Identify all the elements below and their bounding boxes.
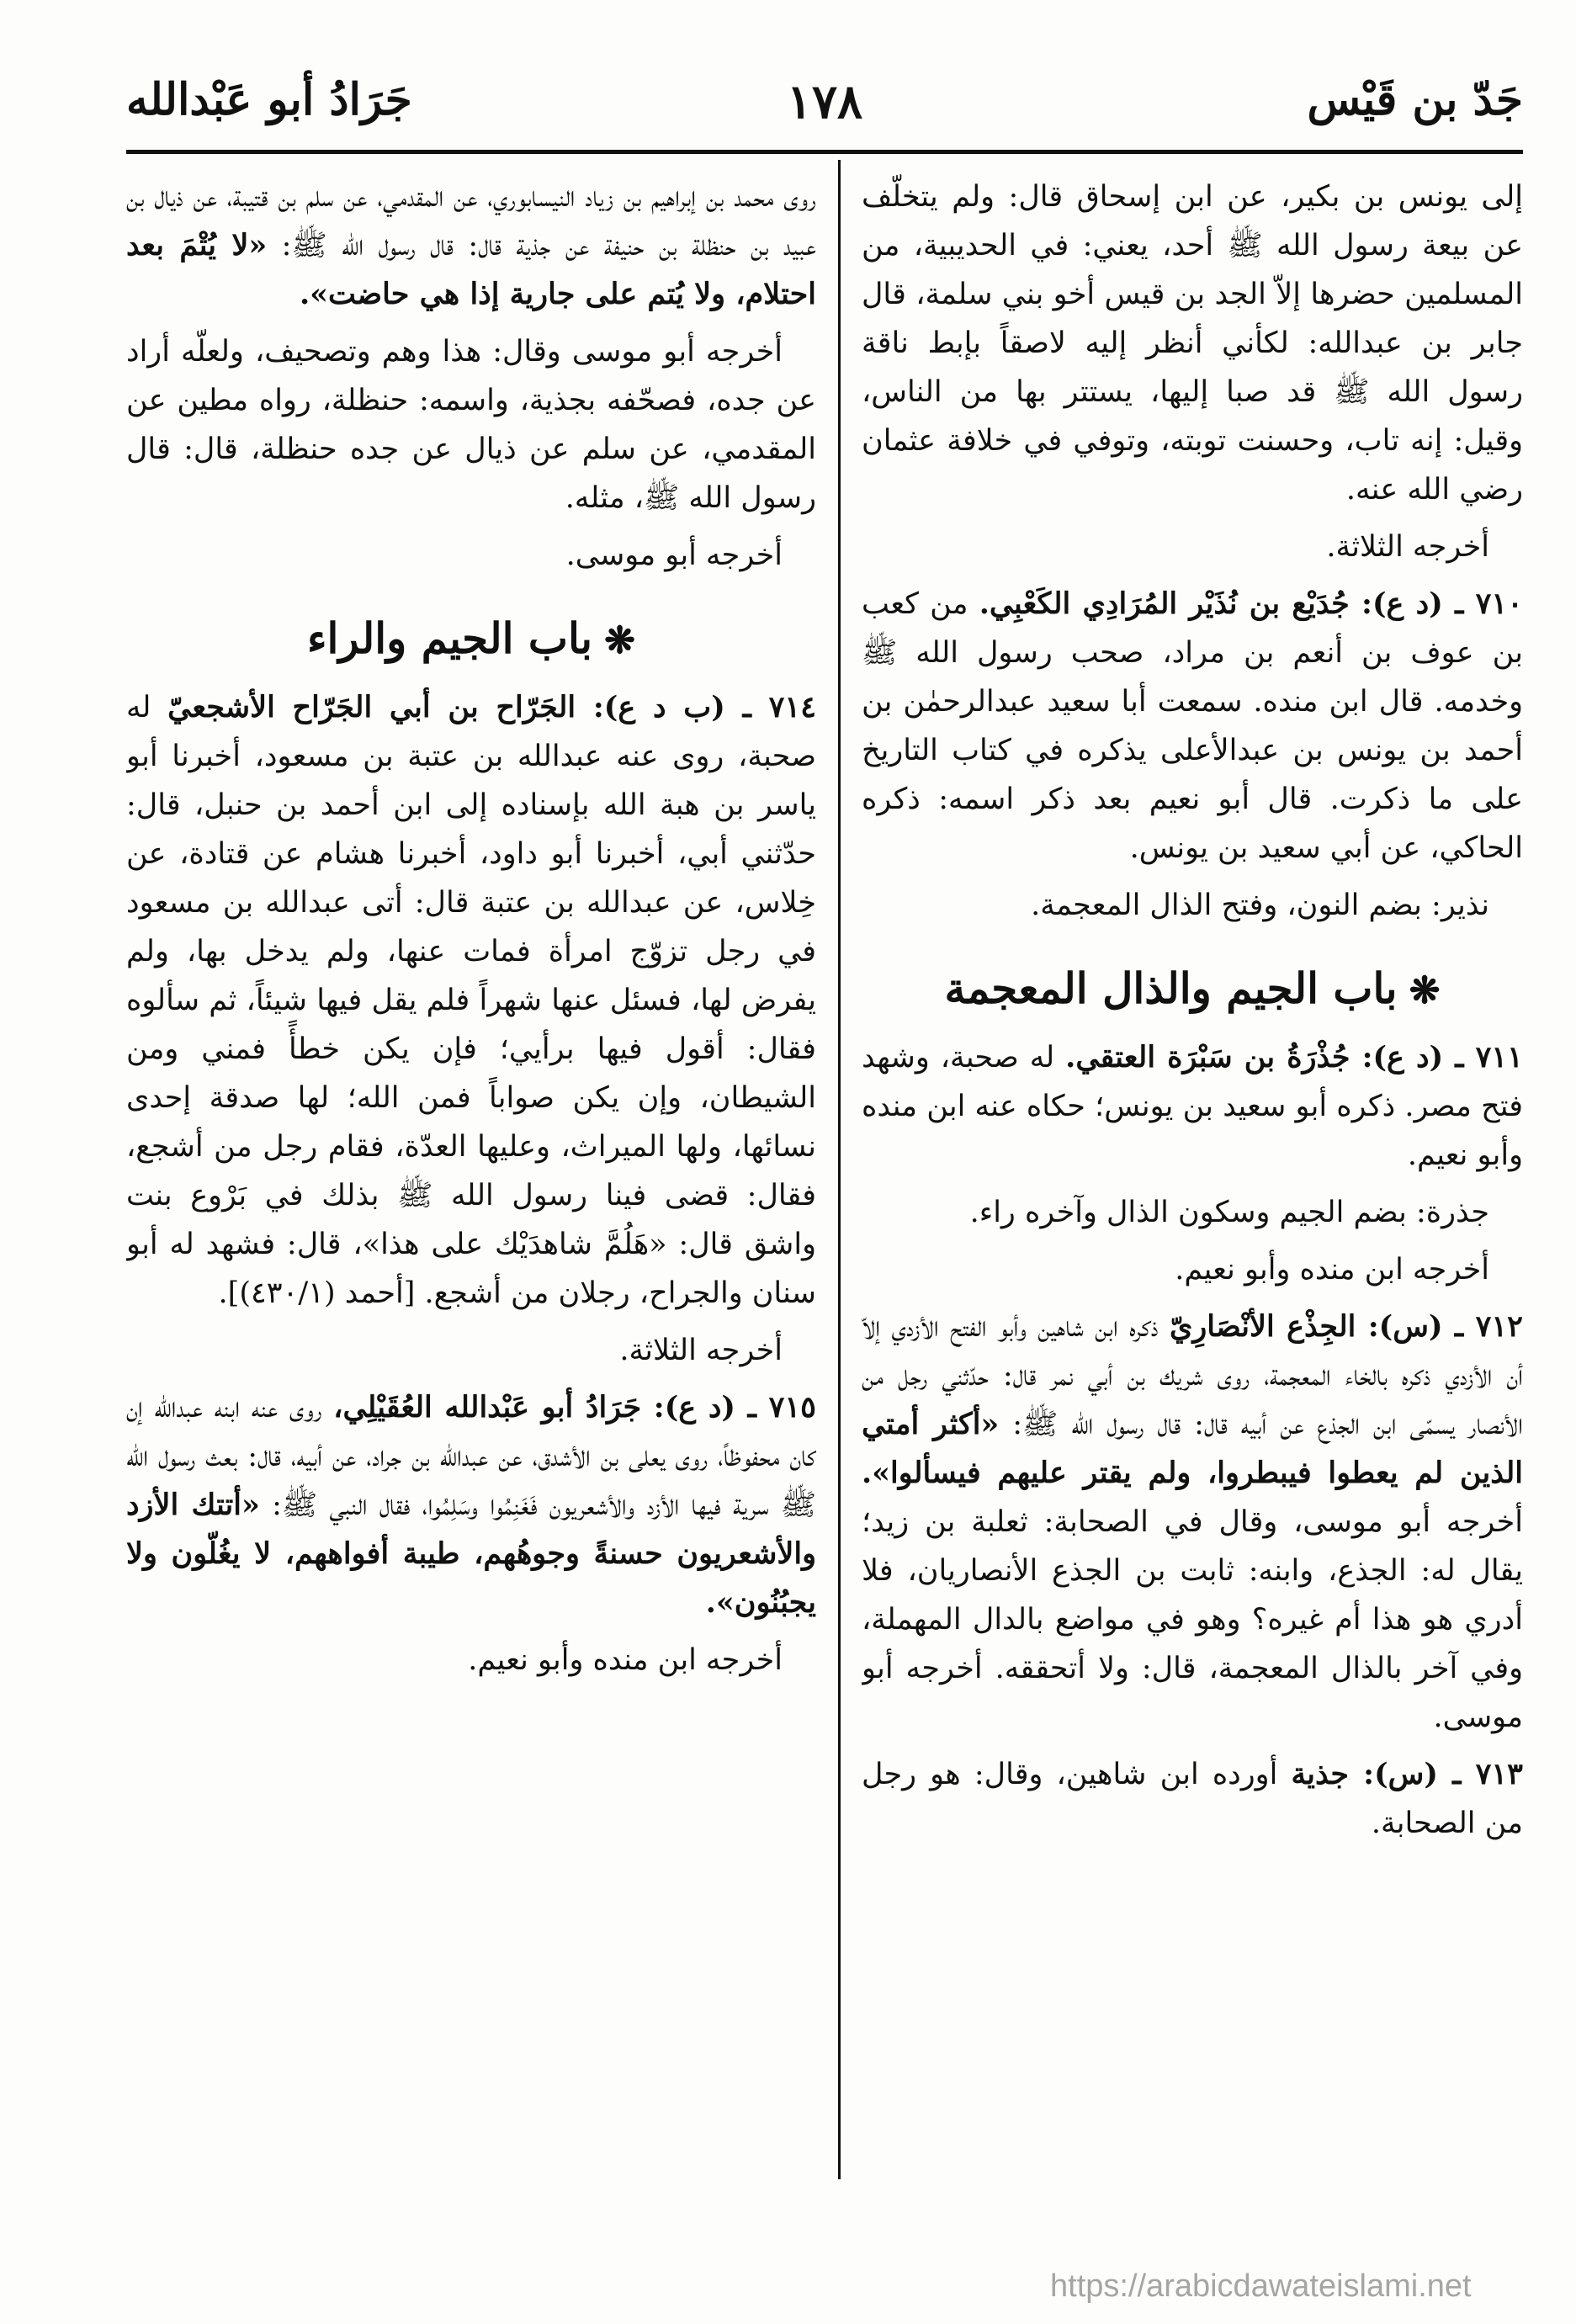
- hadith-text: «أتتك الأزد والأشعريون حسنةً وجوهُهم، طيبة أفواههم، لا يغُلّون ولا يجبُنُون».: [126, 1488, 816, 1620]
- paragraph: أخرجه الثلاثة.: [619, 1334, 783, 1367]
- entry-heading: ٧١١ ـ (د ع): جُذْرَةُ بن سَبْرَة العتقي.: [1065, 1040, 1523, 1074]
- paragraph: أخرجه الثلاثة.: [1326, 530, 1489, 564]
- paragraph: أخرجه ابن منده وأبو نعيم.: [1175, 1253, 1489, 1287]
- hadith-text: «لا يُتْمَ بعد احتلام، ولا يُتم على جارية إذا هي حاضت».: [126, 228, 816, 311]
- entry-body: أورده ابن شاهين، وقال: هو رجل من الصحابة.: [862, 1758, 1523, 1840]
- entry-712: [862, 1303, 1523, 1742]
- paragraph: جذرة: بضم الجيم وسكون الذال وآخره راء.: [969, 1196, 1489, 1229]
- entry-body: أخرجه أبو موسى، وقال في الصحابة: ثعلبة بن زيد؛ يقال له: الجذع، وابنه: ثابت بن الجذع الأنصاريان، فلا أدري هو هذا أم غيره؟ وهو في مواضع بالدال المهملة، وفي آخر بالذال المعجمة، قال: ولا أتحققه. أخرجه أبو موسى.: [862, 1505, 1523, 1734]
- entry-711: [862, 1033, 1523, 1180]
- entry-body: له صحبة، روى عنه عبدالله بن عتبة بن مسعود، أخبرنا أبو ياسر بن هبة الله بإسناده إلى ابن أحمد بن حنبل، قال: حدّثني أبي، أخبرنا أبو داود، أخبرنا هشام عن قتادة، عن خِلاس، عن عبدالله بن عتبة قال: أتى عبدالله بن مسعود في رجل تزوّج امرأة فمات عنها، ولم يدخل بها، ولم يفرض لها، فسئل عنها شهراً فلم يقل فيها شيئاً، ثم سألوه فقال: أقول فيها برأيي؛ فإن يكن خطأً فمني ومن الشيطان، وإن يكن صواباً فمن الله؛ لها صدقة إحدى نسائها، ولها الميراث، وعليها العدّة، فقام رجل من أشجع، فقال: قضى فينا رسول الله ﷺ بذلك في بَرْوع بنت واشق قال: «هَلُمَّ شاهدَيْك على هذا»، قال: فشهد له أبو سنان والجراح، رجلان من أشجع. [أحمد (٤٣٠/١)].: [126, 691, 816, 1310]
- ornament-icon: ❋: [1409, 969, 1441, 1012]
- paragraph: أخرجه ابن منده وأبو نعيم.: [468, 1643, 783, 1677]
- paragraph: نذير: بضم النون، وفتح الذال المعجمة.: [1031, 889, 1489, 922]
- ornament-icon: ❋: [604, 619, 635, 662]
- watermark-url: https://arabicdawateislami.net: [1050, 2268, 1472, 2304]
- entry-body: من كعب بن عوف بن أنعم بن مراد، صحب رسول الله ﷺ وخدمه. قال ابن منده. سمعت أبا سعيد عبدالرحمٰن بن أحمد بن يونس بن عبدالأعلى يذكره في كتاب التاريخ على ما ذكرت. قال أبو نعيم بعد ذكر اسمه: ذكره الحاكي، عن أبي سعيد بن يونس.: [862, 587, 1523, 865]
- paragraph-text: روى محمد بن إبراهيم بن زياد النيسابوري، عن المقدمي، عن سلم بن قتيبة، عن ذيال بن عبيد بن حنظلة بن حنيفة عن جذية قال: قال رسول الله ﷺ:: [126, 180, 816, 263]
- section-heading: [862, 958, 1523, 1021]
- section-heading-text: باب الجيم والذال المعجمة: [944, 963, 1398, 1013]
- hadith-text: «أكثر أمتي الذين لم يعطوا فيبطروا، ولم يقتر عليهم فيسألوا».: [862, 1407, 1523, 1490]
- header-left-title: جَرَادُ أبو عَبْدالله: [126, 74, 412, 125]
- entry-heading: ٧١٠ ـ (د ع): جُدَيْع بن نُذَيْر المُرَادِي الكَعْبِي.: [979, 586, 1523, 621]
- left-column: [126, 172, 816, 2293]
- paragraph: أخرجه أبو موسى.: [565, 539, 783, 572]
- entry-body: ذكره ابن شاهين وأبو الفتح الأزدي إلاّ أن الأزدي ذكره بالخاء المعجمة، روى شريك بن أبي نمر قال: حدّثني رجل من الأنصار يسمّى ابن الجذع عن أبيه قال: قال رسول الله ﷺ:: [862, 1310, 1523, 1441]
- entry-710: [862, 580, 1523, 873]
- page-number: ١٧٨: [786, 74, 863, 130]
- header-rule: [126, 150, 1523, 154]
- paragraph: إلى يونس بن بكير، عن ابن إسحاق قال: ولم يتخلّف عن بيعة رسول الله ﷺ أحد، يعني: في الحديبية، من المسلمين حضرها إلاّ الجد بن قيس أخو بني سلمة، قال جابر بن عبدالله: لكأني أنظر إليه لاصقاً بإبط ناقة رسول الله ﷺ قد صبا إليها، يستتر بها من الناس، وقيل: إنه تاب، وحسنت توبته، وتوفي في خلافة عثمان رضي الله عنه.: [862, 180, 1523, 507]
- section-heading-text: باب الجيم والراء: [307, 613, 593, 663]
- entry-body: له صحبة، وشهد فتح مصر. ذكره أبو سعيد بن يونس؛ حكاه عنه ابن منده وأبو نعيم.: [862, 1041, 1523, 1172]
- entry-713: [862, 1750, 1523, 1848]
- entry-body: روى عنه ابنه عبدالله إن كان محفوظاً، روى يعلى بن الأشدق، عن عبدالله بن جراد، عن أبيه، قال: بعث رسول الله ﷺ سرية فيها الأزد والأشعريون فَغَنِمُوا وسَلِمُوا، فقال النبي ﷺ:: [126, 1391, 816, 1522]
- paragraph: أخرجه أبو موسى وقال: هذا وهم وتصحيف، ولعلّه أراد عن جده، فصحّفه بجذية، واسمه: حنظلة، رواه مطين عن المقدمي، عن سلم عن ذيال عن جده حنظلة، قال: قال رسول الله ﷺ، مثله.: [126, 335, 816, 515]
- entry-heading: ٧١٢ ـ (س): الجِذْع الأنْصَارِيّ: [1169, 1309, 1523, 1344]
- entry-heading: ٧١٤ ـ (ب د ع): الجَرّاح بن أبي الجَرّاح الأشجعيّ: [167, 690, 816, 724]
- entry-714: [126, 683, 816, 1318]
- paragraph: [126, 172, 816, 319]
- right-column: [862, 172, 1523, 2293]
- entry-heading: ٧١٣ ـ (س): جذية: [1291, 1757, 1523, 1791]
- column-divider: [838, 160, 841, 2179]
- running-header: [126, 74, 1523, 141]
- section-heading: [126, 608, 816, 671]
- entry-heading: ٧١٥ ـ (د ع): جَرَادُ أبو عَبْدالله العُقَيْلِي،: [333, 1390, 816, 1425]
- entry-715: [126, 1383, 816, 1627]
- header-right-title: جَدّ بن قَيْس: [1307, 74, 1523, 125]
